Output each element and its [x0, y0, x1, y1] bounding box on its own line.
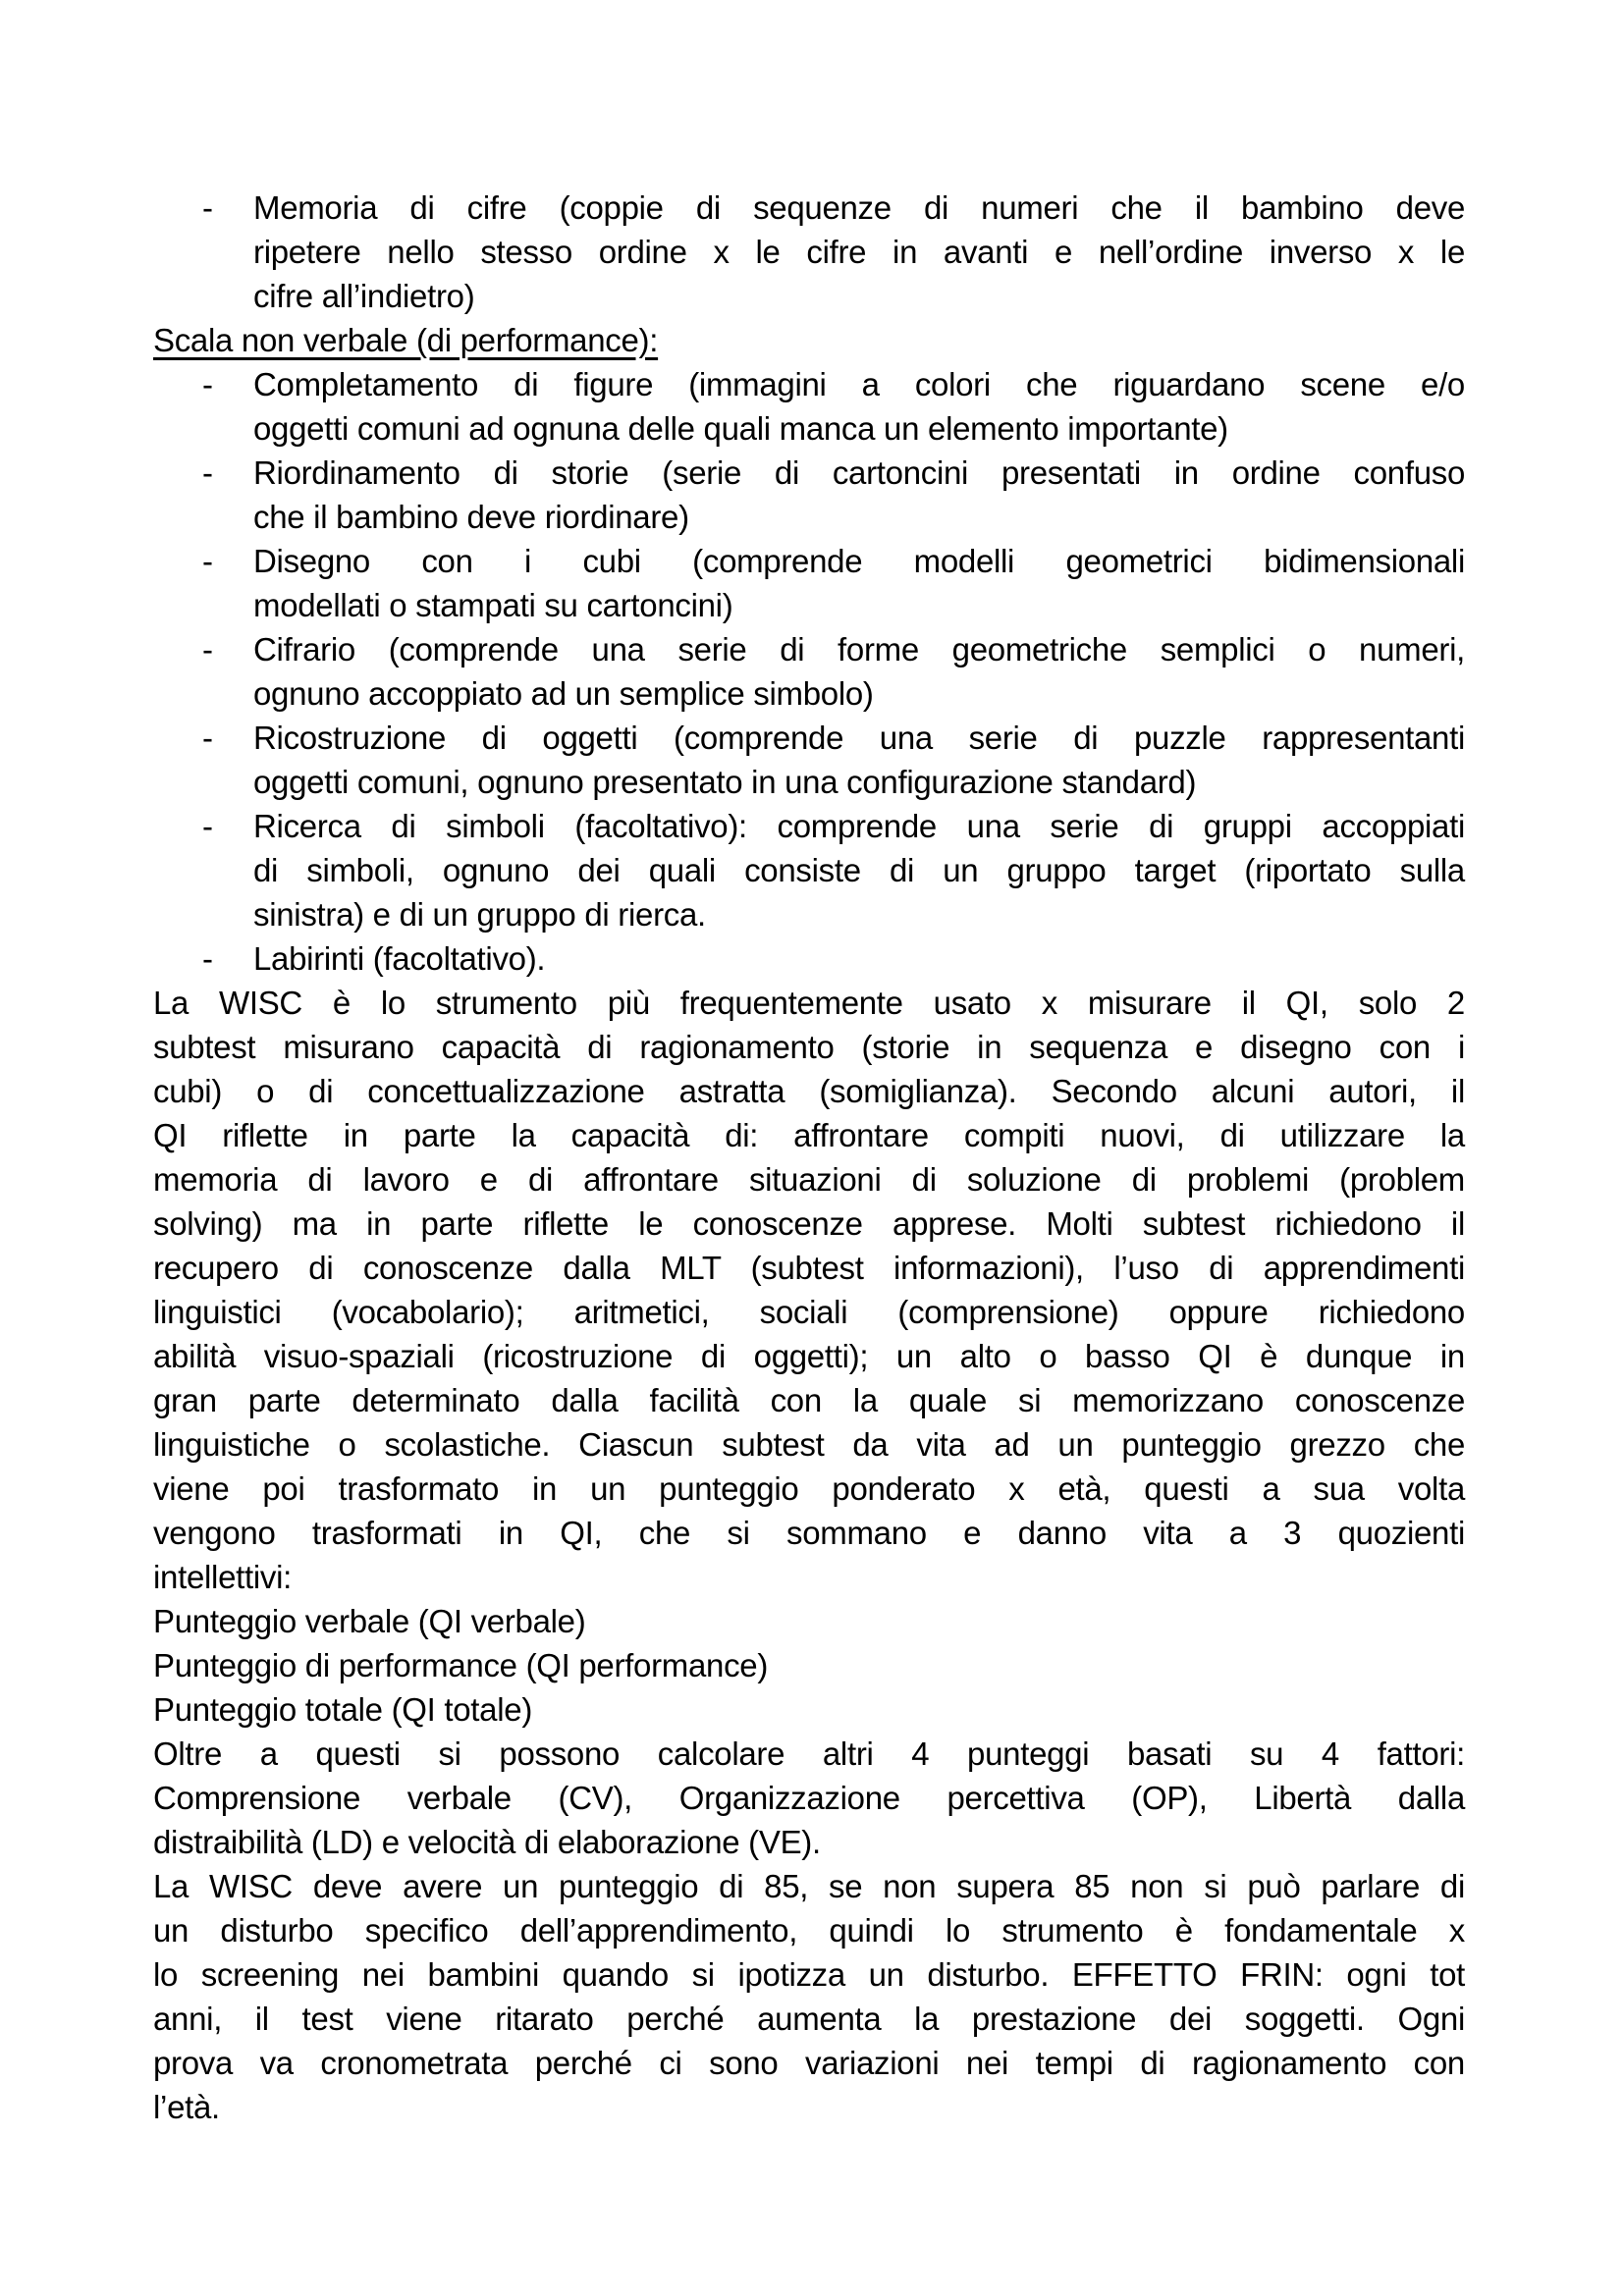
text-line: oggetti comuni, ognuno presentato in una configurazione standard): [253, 764, 1197, 800]
paragraph: [153, 981, 1465, 1599]
text-line: modellati o stampati su cartoncini): [253, 587, 733, 623]
text-line: un disturbo specifico dell’apprendimento, quindi lo strumento è fondamentale x: [153, 1912, 1465, 1949]
paragraph: [153, 1732, 1465, 1864]
section-heading: [153, 318, 1465, 362]
text-line: Cifrario (comprende una serie di forme geometriche semplici o numeri,: [253, 631, 1465, 667]
text-line: Memoria di cifre (coppie di sequenze di numeri che il bambino deve: [253, 189, 1465, 226]
bullet-item: [153, 627, 1465, 716]
text-line: Ricostruzione di oggetti (comprende una serie di puzzle rappresentanti: [253, 720, 1465, 756]
text-line: Completamento di figure (immagini a colori che riguardano scene e/o: [253, 366, 1465, 402]
text-line: cubi) o di concettualizzazione astratta (somiglianza). Secondo alcuni autori, il: [153, 1073, 1465, 1109]
bullet-item: [153, 716, 1465, 804]
text-line: anni, il test viene ritarato perché aumenta la prestazione dei soggetti. Ogni: [153, 2001, 1465, 2037]
text-line: linguistiche o scolastiche. Ciascun subtest da vita ad un punteggio grezzo che: [153, 1426, 1465, 1463]
text-line: sinistra) e di un gruppo di rierca.: [253, 896, 706, 933]
text-line: QI riflette in parte la capacità di: affrontare compiti nuovi, di utilizzare la: [153, 1117, 1465, 1153]
text-line: cifre all’indietro): [253, 278, 475, 314]
text-line: gran parte determinato dalla facilità con la quale si memorizzano conoscenze: [153, 1382, 1465, 1418]
text-line: Ricerca di simboli (facoltativo): comprende una serie di gruppi accoppiati: [253, 808, 1465, 844]
text-line: Riordinamento di storie (serie di cartoncini presentati in ordine confuso: [253, 454, 1465, 491]
text-line: Oltre a questi si possono calcolare altri 4 punteggi basati su 4 fattori:: [153, 1735, 1465, 1772]
bullet-dash-icon: -: [202, 720, 213, 756]
bullet-item: [153, 804, 1465, 936]
bullet-dash-icon: -: [202, 189, 213, 226]
bullet-item: [153, 362, 1465, 451]
text-line: solving) ma in parte riflette le conoscenze apprese. Molti subtest richiedono il: [153, 1205, 1465, 1242]
text-line: ognuno accoppiato ad un semplice simbolo): [253, 675, 874, 712]
bullet-item: [153, 936, 1465, 981]
text-line: abilità visuo-spaziali (ricostruzione di oggetti); un alto o basso QI è dunque in: [153, 1338, 1465, 1374]
text-line: oggetti comuni ad ognuna delle quali manca un elemento importante): [253, 410, 1228, 447]
text-line: intellettivi:: [153, 1559, 292, 1595]
text-line: vengono trasformati in QI, che si sommano e danno vita a 3 quozienti: [153, 1515, 1465, 1551]
text-line: [153, 318, 1465, 362]
text-line: lo screening nei bambini quando si ipotizza un disturbo. EFFETTO FRIN: ogni tot: [153, 1956, 1465, 1993]
bullet-item: [153, 451, 1465, 539]
text-line: Punteggio verbale (QI verbale): [153, 1603, 586, 1639]
bullet-dash-icon: -: [202, 808, 213, 844]
text-line: Disegno con i cubi (comprende modelli geometrici bidimensionali: [253, 543, 1465, 579]
underlined-heading-text: Scala non verbale (di performance):: [153, 322, 659, 358]
text-line: recupero di conoscenze dalla MLT (subtest informazioni), l’uso di apprendimenti: [153, 1250, 1465, 1286]
bullet-dash-icon: -: [202, 631, 213, 667]
text-line: Labirinti (facoltativo).: [253, 940, 546, 977]
paragraph: [153, 1687, 1465, 1732]
paragraph: [153, 1599, 1465, 1643]
paragraph: [153, 1643, 1465, 1687]
text-line: che il bambino deve riordinare): [253, 499, 689, 535]
text-line: viene poi trasformato in un punteggio ponderato x età, questi a sua volta: [153, 1470, 1465, 1507]
bullet-item: [153, 186, 1465, 318]
bullet-dash-icon: -: [202, 543, 213, 579]
text-line: ripetere nello stesso ordine x le cifre in avanti e nell’ordine inverso x le: [253, 234, 1465, 270]
bullet-dash-icon: -: [202, 940, 213, 977]
paragraph: [153, 1864, 1465, 2129]
text-line: prova va cronometrata perché ci sono variazioni nei tempi di ragionamento con: [153, 2045, 1465, 2081]
bullet-dash-icon: -: [202, 454, 213, 491]
text-line: La WISC deve avere un punteggio di 85, se non supera 85 non si può parlare di: [153, 1868, 1465, 1904]
text-line: memoria di lavoro e di affrontare situazioni di soluzione di problemi (problem: [153, 1161, 1465, 1198]
bullet-dash-icon: -: [202, 366, 213, 402]
text-line: Punteggio totale (QI totale): [153, 1691, 533, 1728]
text-line: La WISC è lo strumento più frequentemente usato x misurare il QI, solo 2: [153, 985, 1465, 1021]
text-line: subtest misurano capacità di ragionamento (storie in sequenza e disegno con i: [153, 1029, 1465, 1065]
text-line: distraibilità (LD) e velocità di elaborazione (VE).: [153, 1824, 821, 1860]
text-line: linguistici (vocabolario); aritmetici, sociali (comprensione) oppure richiedono: [153, 1294, 1465, 1330]
text-line: l’età.: [153, 2089, 220, 2125]
bullet-item: [153, 539, 1465, 627]
text-line: Comprensione verbale (CV), Organizzazione percettiva (OP), Libertà dalla: [153, 1780, 1465, 1816]
text-line: di simboli, ognuno dei quali consiste di un gruppo target (riportato sulla: [253, 852, 1465, 888]
text-line: Punteggio di performance (QI performance): [153, 1647, 769, 1683]
